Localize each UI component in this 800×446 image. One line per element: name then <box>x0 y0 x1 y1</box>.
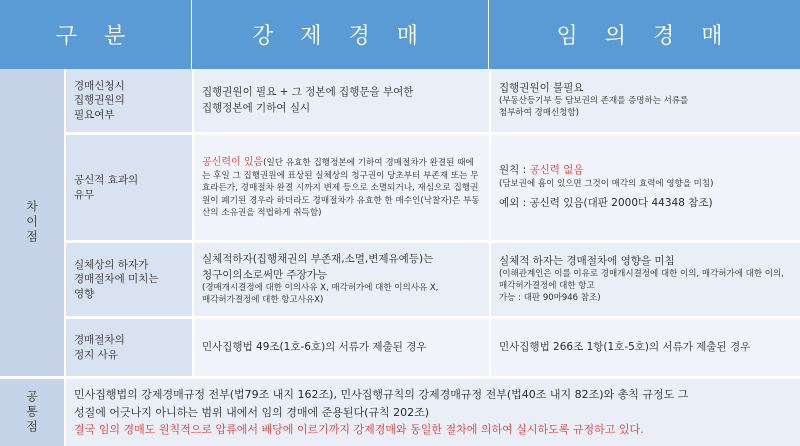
common-points-cell <box>64 379 800 446</box>
forced-public-trust-detail: (일단 유효한 집행정본에 기하여 경매절차가 완결된 때에는 후일 그 집행권원에 표상된 실체상의 청구권이 당초부터 부존재 또는 무효라든가, 경매절차 완결 시까지 변제 등으로 소멸되거나, 재심으로 집행권원이 폐기된 경우라 하더라도 경매절차가 유효한 한 매수인(낙찰자)은 부동산의 소유권을 적법하게 취득함) <box>202 158 480 218</box>
voluntary-substantive-defect-text: 실체적 하자는 경매절차에 영향을 미침 <box>499 255 675 268</box>
voluntary-public-trust-exception: 예외 : 공신력 있음(대판 2000다 44348 참조) <box>499 197 713 210</box>
common-line-3: 결국 임의 경매도 원칙적으로 압류에서 배당에 이르기까지 강제경매와 동일한 절차에 의하여 실시하도록 규정하고 있다. <box>74 423 644 437</box>
voluntary-suspension-text: 민사집행법 266조 1항(1호-5호)의 서류가 제출된 경우 <box>499 340 751 353</box>
voluntary-enforcement-title-text: 집행권원이 불필요 <box>499 82 584 94</box>
forced-substantive-defect-cell <box>192 243 489 319</box>
voluntary-public-trust-note: (담보권에 흠이 있으면 그것이 매각의 효력에 영향을 미침) <box>499 178 714 189</box>
voluntary-enforcement-title-cell <box>489 69 800 135</box>
side-label-differences: 차이점 <box>0 69 64 379</box>
common-line-1: 민사집행법의 강제경매규정 전부(법79조 내지 162조), 민사집행규칙의 강제경매규정 전부(법40조 내지 82조)와 총칙 규정도 그 <box>74 388 689 402</box>
forced-suspension-cell <box>192 319 489 379</box>
voluntary-substantive-defect-note: (이해관계인은 이를 이유로 경매개시결정에 대한 이의, 매각허가에 대한 이의, 매각허가결정에 대한 항고 가능 : 대판 90마946 참조) <box>499 269 784 304</box>
header-voluntary-auction: 임 의 경 매 <box>489 0 800 69</box>
forced-substantive-defect-note: (경매개시결정에 대한 이의사유 X, 매각허가에 대한 이의사유 X, 매각허가결정에 대한 항고사유X) <box>202 282 439 305</box>
voluntary-enforcement-title-note: (부동산등기부 등 담보권의 존재를 증명하는 서류를 첨부하여 경매신청함) <box>499 96 689 119</box>
voluntary-public-trust-principle <box>499 163 792 178</box>
forced-suspension-text: 민사집행법 49조(1호-6호)의 서류가 제출된 경우 <box>202 340 427 353</box>
common-line-2: 성질에 어긋나지 아니하는 범위 내에서 임의 경매에 준용된다(규칙 202조) <box>74 405 430 419</box>
header-category: 구 분 <box>0 0 192 69</box>
voluntary-suspension-cell <box>489 319 800 379</box>
voluntary-public-trust-highlight: 공신력 없음 <box>529 164 584 177</box>
side-label-common: 공통점 <box>0 379 64 446</box>
forced-substantive-defect-text: 실체적하자(집행채권의 부존재,소멸,변제유예등)는 청구이의소로써만 주장가능 <box>202 253 434 281</box>
forced-public-trust-cell <box>192 135 489 243</box>
row-label-suspension: 경매절차의 정지 사유 <box>64 319 192 379</box>
header-forced-auction: 강 제 경 매 <box>192 0 489 69</box>
voluntary-principle-prefix: 원칙 : <box>499 164 530 177</box>
forced-enforcement-title-cell <box>192 69 489 135</box>
voluntary-substantive-defect-cell <box>489 243 800 319</box>
row-label-public-trust: 공신적 효과의 유무 <box>64 135 192 243</box>
forced-public-trust-text <box>202 156 481 218</box>
forced-public-trust-highlight: 공신력이 있음 <box>202 157 264 169</box>
forced-enforcement-title-text: 집행권원이 필요 + 그 정본에 집행문을 부여한 집행정본에 기하여 실시 <box>202 86 414 114</box>
row-label-enforcement-title: 경매신청시 집행권원의 필요여부 <box>64 69 192 135</box>
row-label-substantive-defect: 실체상의 하자가 경매절차에 미치는 영향 <box>64 243 192 319</box>
voluntary-public-trust-cell <box>489 135 800 243</box>
